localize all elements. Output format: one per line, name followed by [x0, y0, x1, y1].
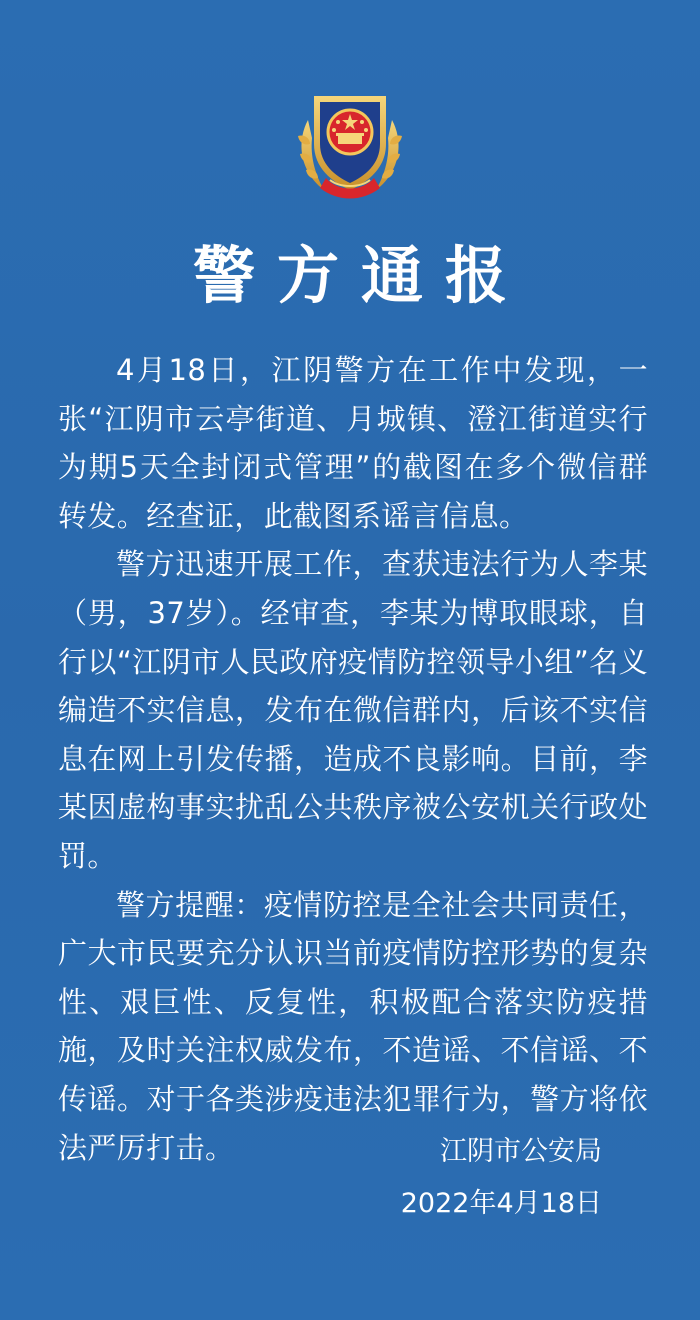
notice-paragraph-3: 警方提醒：疫情防控是全社会共同责任，广大市民要充分认识当前疫情防控形势的复杂性、艰巨性、反复性，积极配合落实防疫措施，及时关注权威发布，不造谣、不信谣、不传谣。对于各类涉疫违法犯罪行为，警方将依法严厉打击。 [58, 887, 648, 1165]
notice-body [58, 346, 648, 1172]
notice-title: 警方通报 [192, 239, 529, 312]
notice-paragraph-1: 4月18日，江阴警方在工作中发现，一张“江阴市云亭街道、月城镇、澄江街道实行为期5天全封闭式管理”的截图在多个微信群转发。经查证，此截图系谣言信息。 [58, 353, 648, 533]
issuer-name: 江阴市公安局 [440, 1136, 602, 1167]
notice-signature [401, 1126, 602, 1230]
police-emblem-icon [290, 80, 410, 202]
notice-paragraph-2: 警方迅速开展工作，查获违法行为人李某（男，37岁）。经审查，李某为博取眼球，自行以“江阴市人民政府疫情防控领导小组”名义编造不实信息，发布在微信群内，后该不实信息在网上引发传播，造成不良影响。目前，李某因虚构事实扰乱公共秩序被公安机关行政处罚。 [58, 547, 648, 873]
issue-date: 2022年4月18日 [400, 1188, 602, 1219]
